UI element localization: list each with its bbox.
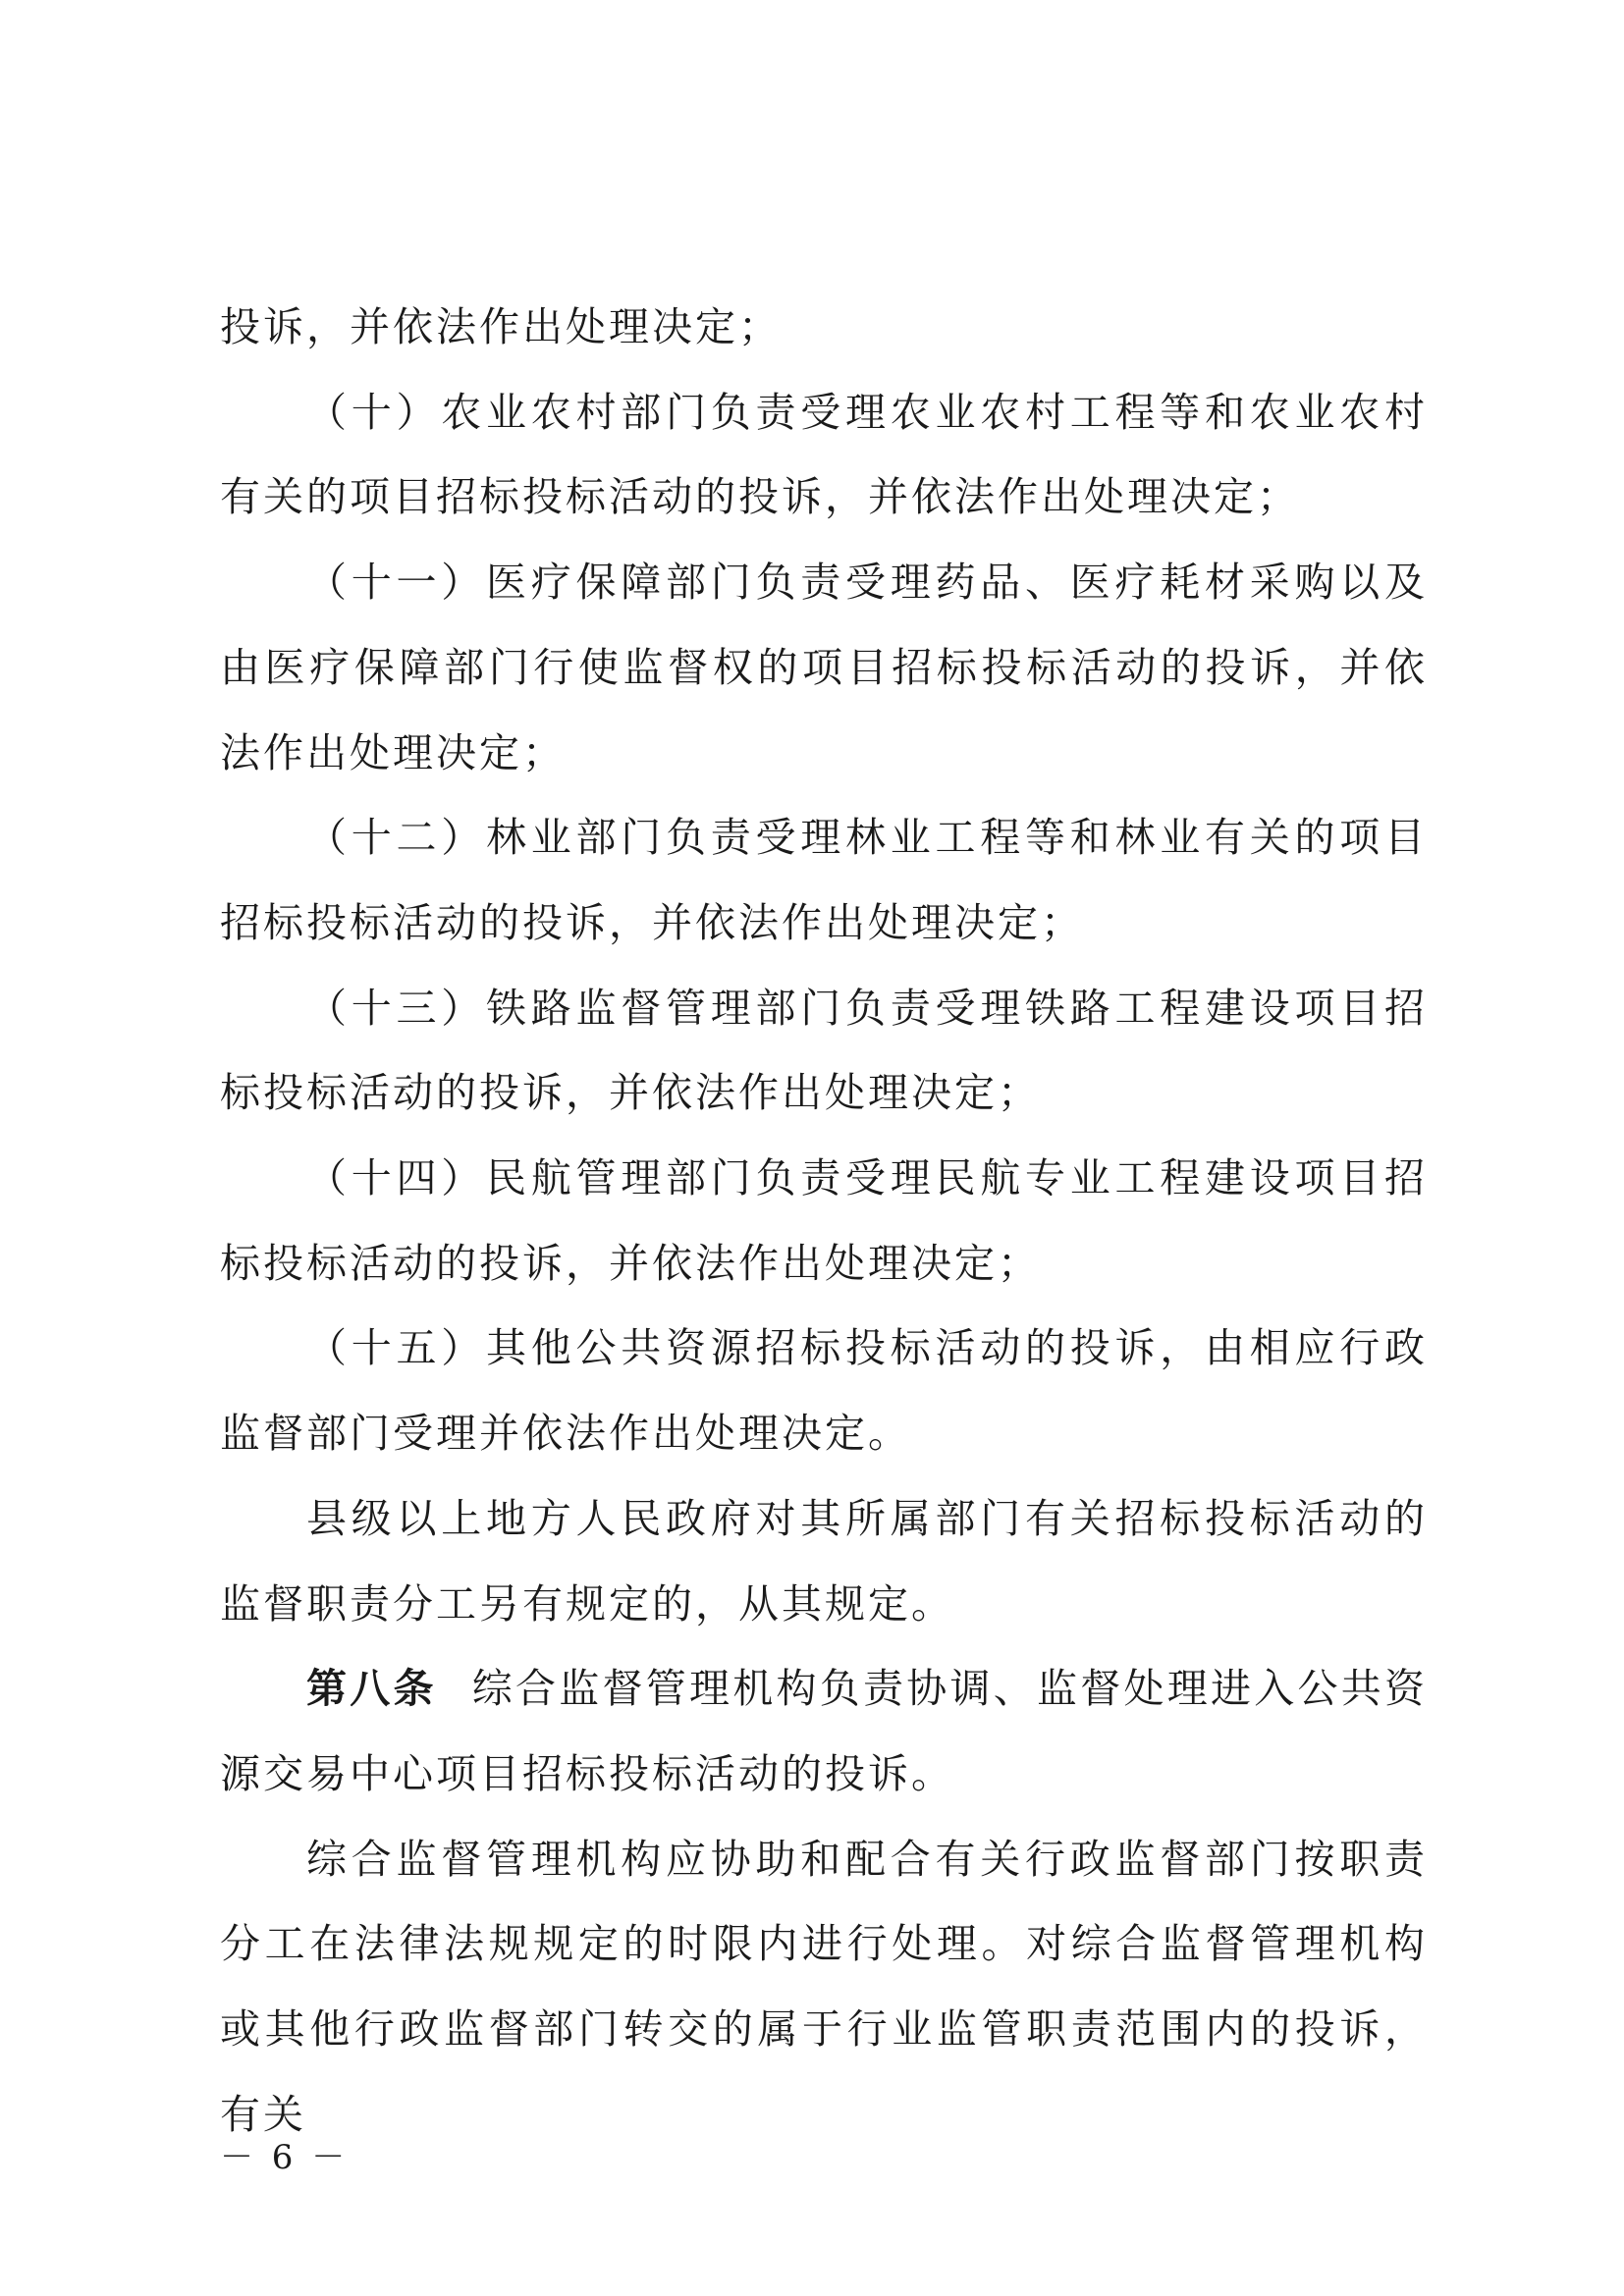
paragraph-item-13 xyxy=(220,966,1428,1136)
article-label: 第八条 xyxy=(306,1665,437,1713)
paragraph-text: （十四）民航管理部门负责受理民航专业工程建设项目招标投标活动的投诉，并依法作出处理决定； xyxy=(220,1154,1428,1287)
paragraph-text: （十）农业农村部门负责受理农业农村工程等和农业农村有关的项目招标投标活动的投诉，并依法作出处理决定； xyxy=(220,388,1428,521)
paragraph-text: （十五）其他公共资源招标投标活动的投诉，由相应行政监督部门受理并依法作出处理决定。 xyxy=(220,1324,1428,1458)
paragraph-item-15 xyxy=(220,1306,1428,1475)
paragraph-article-8 xyxy=(220,1646,1428,1816)
paragraph-supervision xyxy=(220,1817,1428,2158)
page-number: － 6 － xyxy=(220,2138,350,2177)
paragraph-item-11 xyxy=(220,540,1428,795)
paragraph-continuation xyxy=(220,285,1428,370)
paragraph-item-12 xyxy=(220,795,1428,965)
paragraph-text: 投诉，并依法作出处理决定； xyxy=(220,303,782,350)
paragraph-text: （十二）林业部门负责受理林业工程等和林业有关的项目招标投标活动的投诉，并依法作出处理决定； xyxy=(220,814,1428,946)
paragraph-item-10 xyxy=(220,370,1428,540)
paragraph-item-14 xyxy=(220,1136,1428,1306)
paragraph-text: 县级以上地方人民政府对其所属部门有关招标投标活动的监督职责分工另有规定的，从其规定。 xyxy=(220,1494,1428,1628)
paragraph-text: 综合监督管理机构应协助和配合有关行政监督部门按职责分工在法律法规规定的时限内进行处理。对综合监督管理机构或其他行政监督部门转交的属于行业监管职责范围内的投诉，有关 xyxy=(220,1835,1428,2138)
paragraph-text: （十三）铁路监督管理部门负责受理铁路工程建设项目招标投标活动的投诉，并依法作出处理决定； xyxy=(220,984,1428,1117)
paragraph-text: 综合监督管理机构负责协调、监督处理进入公共资源交易中心项目招标投标活动的投诉。 xyxy=(220,1665,1428,1797)
paragraph-local-government xyxy=(220,1476,1428,1646)
paragraph-text: （十一）医疗保障部门负责受理药品、医疗耗材采购以及由医疗保障部门行使监督权的项目招标投标活动的投诉，并依法作出处理决定； xyxy=(220,559,1428,776)
body-text xyxy=(220,285,1428,2157)
